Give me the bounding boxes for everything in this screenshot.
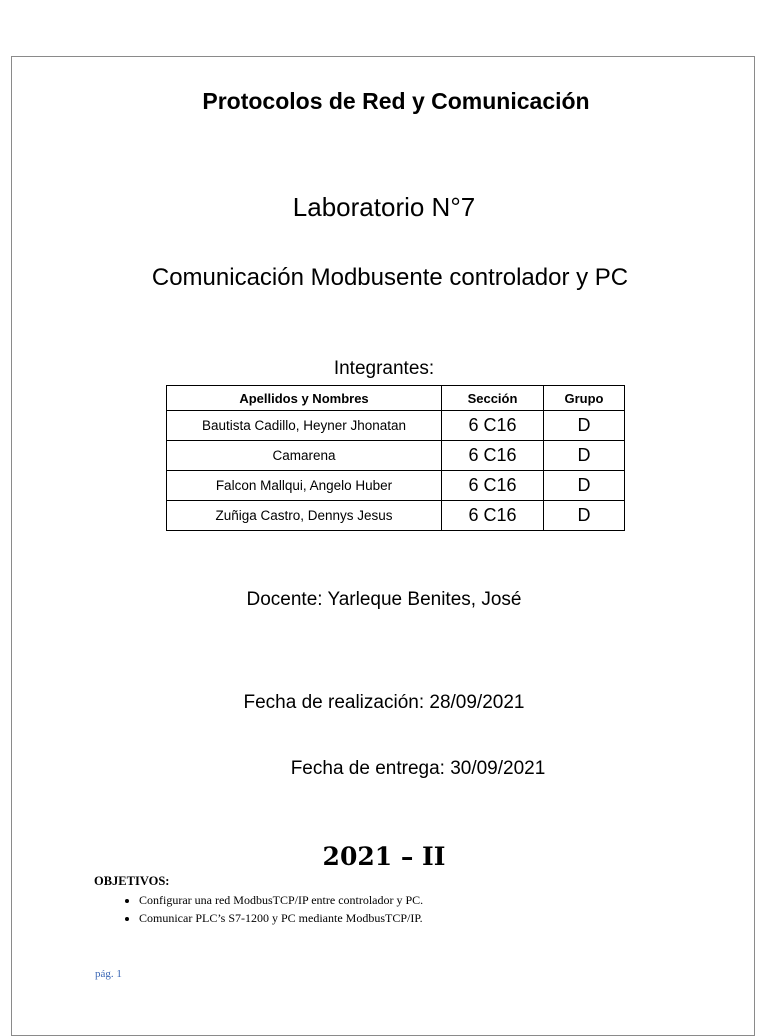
subject-title: Comunicación Modbusente controlador y PC — [151, 264, 629, 291]
member-group: D — [544, 441, 625, 471]
table-row — [167, 471, 625, 501]
members-label: Integrantes: — [333, 358, 435, 379]
member-name: Camarena — [167, 441, 442, 471]
page-number: pág. 1 — [95, 968, 122, 980]
member-name: Bautista Cadillo, Heyner Jhonatan — [167, 411, 442, 441]
teacher-line: Docente: Yarleque Benites, José — [246, 589, 522, 610]
table-row — [167, 441, 625, 471]
member-name: Zuñiga Castro, Dennys Jesus — [167, 501, 442, 531]
lab-title: Laboratorio N°7 — [292, 192, 476, 222]
list-item: • Configurar una red ModbusTCP/IP entre controlador y PC. — [139, 891, 423, 909]
table-header-row — [167, 386, 625, 411]
member-name: Falcon Mallqui, Angelo Huber — [167, 471, 442, 501]
member-section: 6 C16 — [442, 441, 544, 471]
list-item: • Comunicar PLC’s S7-1200 y PC mediante ModbusTCP/IP. — [139, 909, 423, 927]
member-section: 6 C16 — [442, 471, 544, 501]
objectives-list — [94, 891, 423, 927]
date-performed: Fecha de realización: 28/09/2021 — [243, 692, 525, 713]
member-section: 6 C16 — [442, 411, 544, 441]
member-group: D — [544, 501, 625, 531]
members-table — [166, 385, 625, 531]
header-title: Protocolos de Red y Comunicación — [202, 88, 590, 114]
table-row — [167, 501, 625, 531]
table-row — [167, 411, 625, 441]
member-group: D — [544, 411, 625, 441]
member-group: D — [544, 471, 625, 501]
column-header-names: Apellidos y Nombres — [167, 386, 442, 411]
member-section: 6 C16 — [442, 501, 544, 531]
column-header-group: Grupo — [544, 386, 625, 411]
semester-label: 2021 – II — [322, 842, 446, 871]
column-header-section: Sección — [442, 386, 544, 411]
date-delivery: Fecha de entrega: 30/09/2021 — [290, 758, 546, 779]
objectives-title: OBJETIVOS: — [94, 874, 170, 888]
objectives-section — [94, 874, 423, 927]
